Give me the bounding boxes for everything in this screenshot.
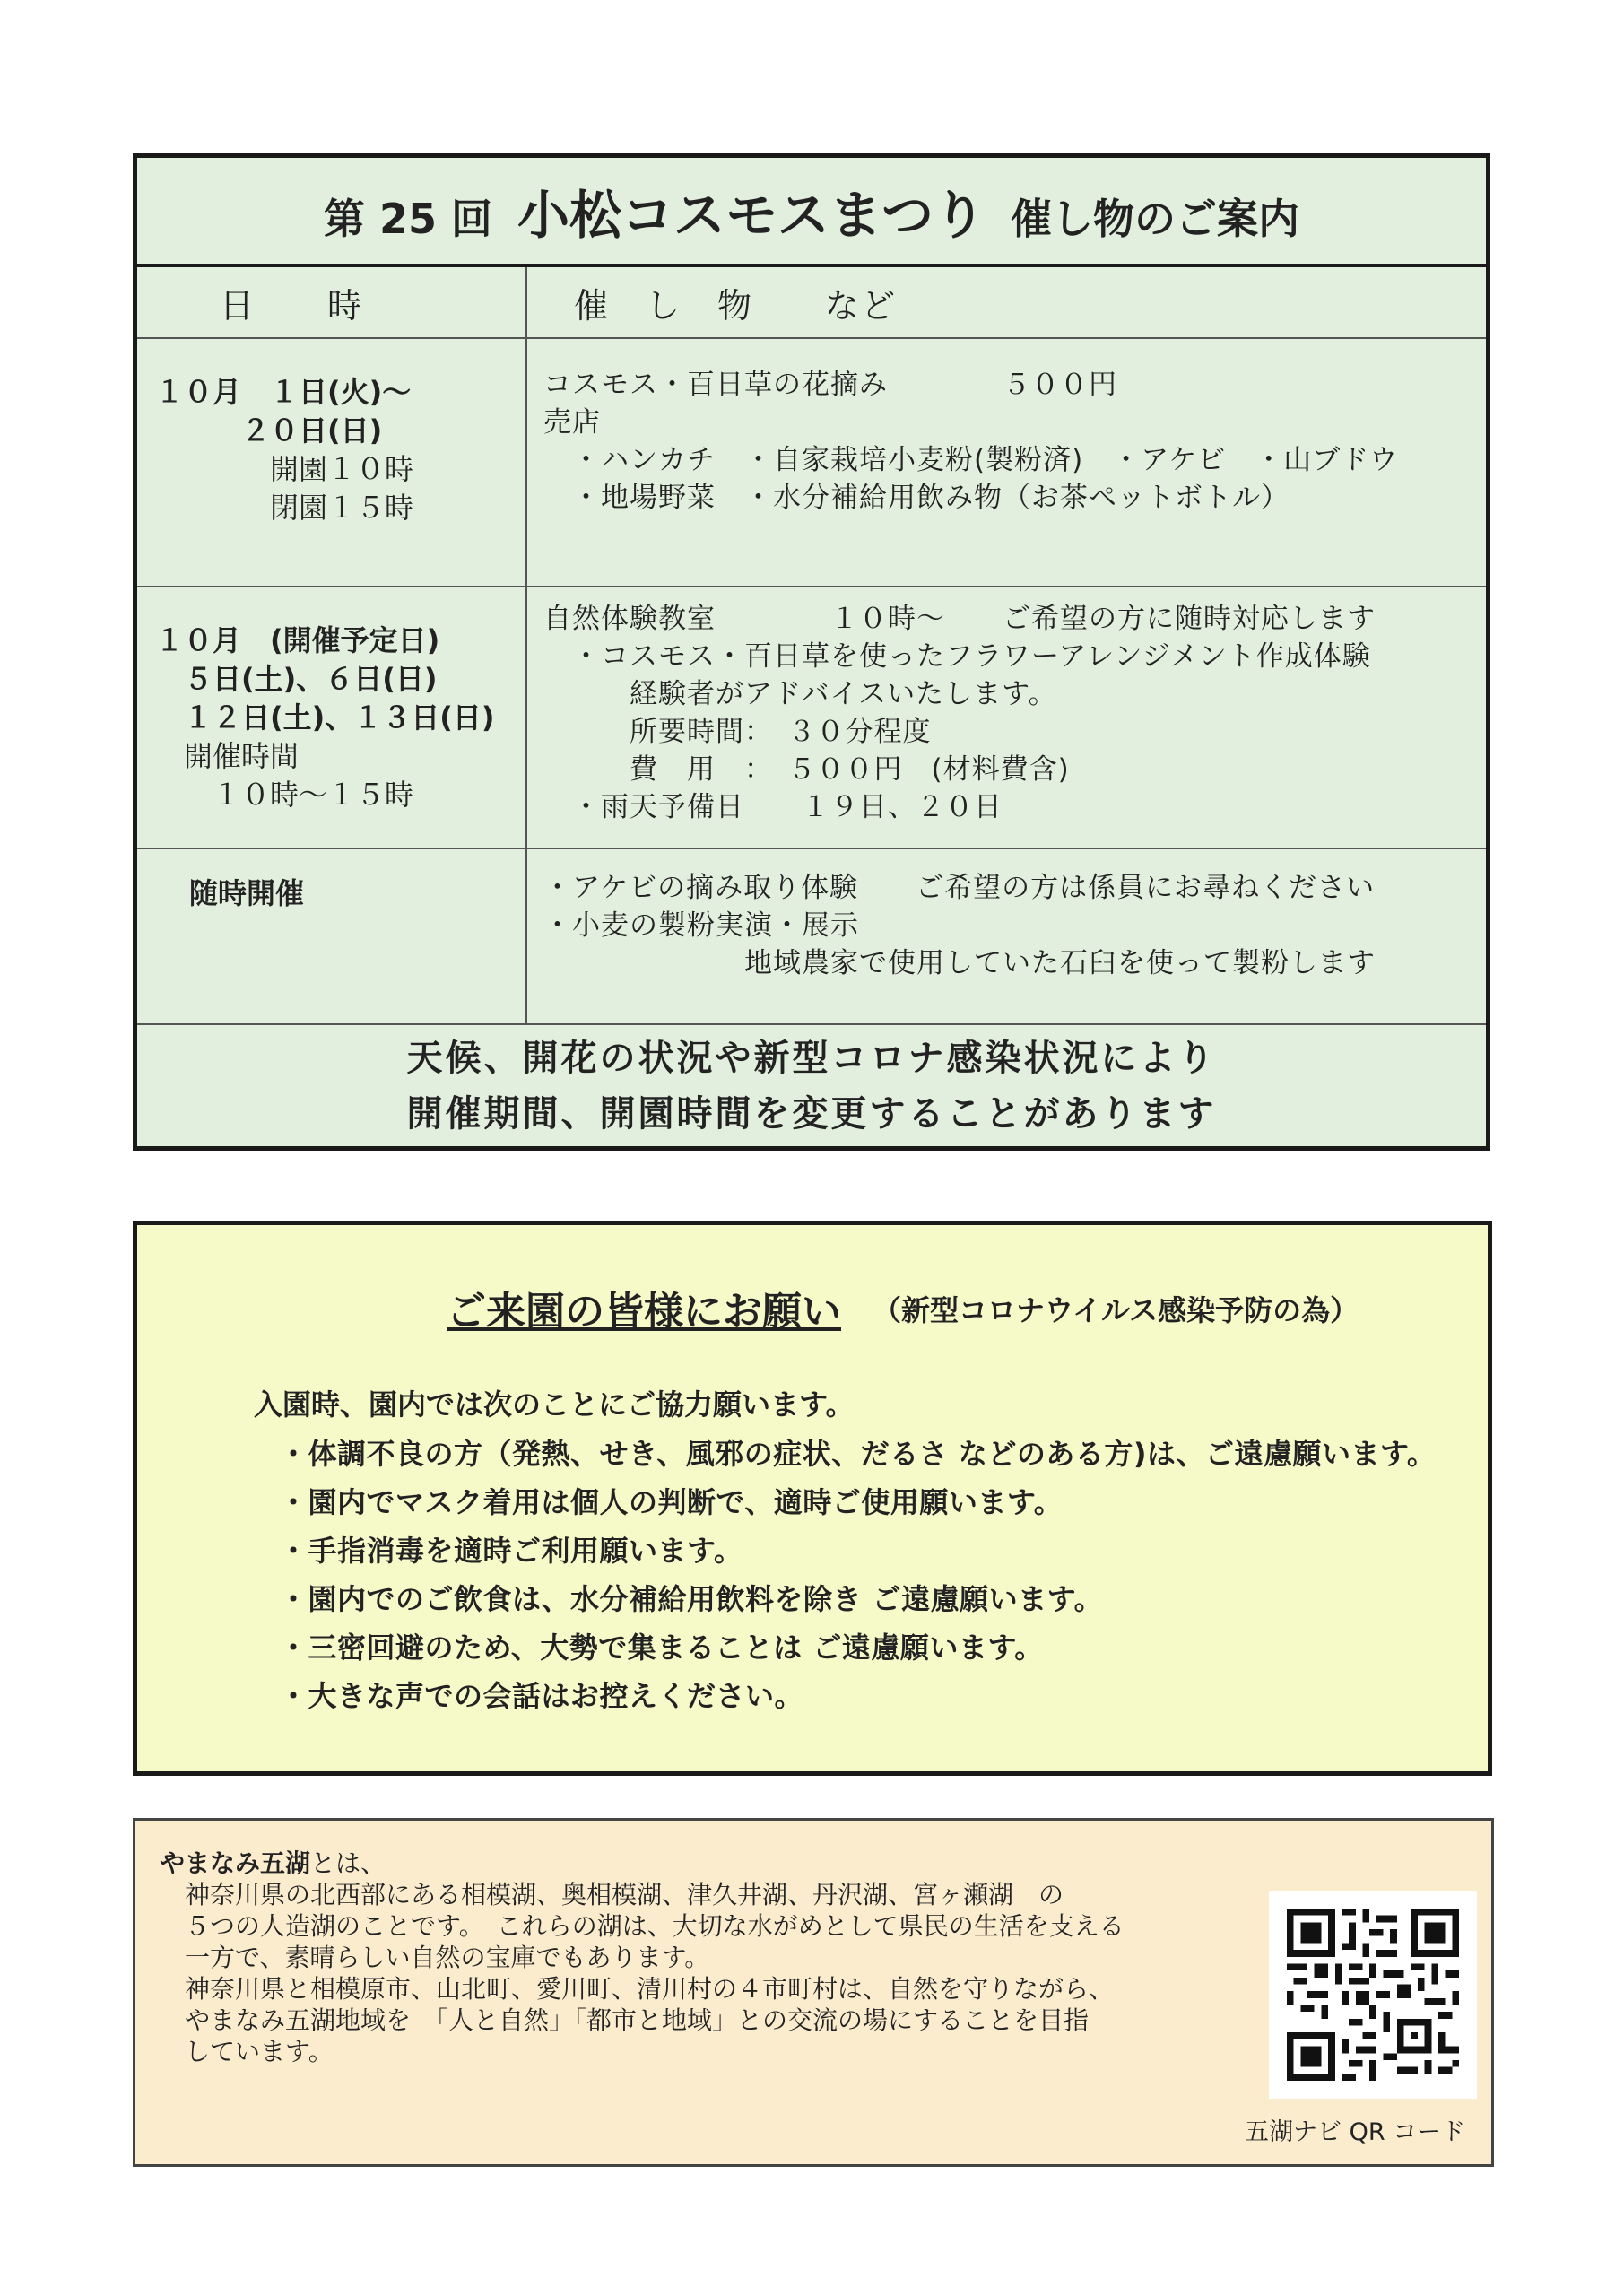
request-title: ご来園の皆様にお願い [447,1289,841,1335]
info-line: ５つの人造湖のことです。 これらの湖は、大切な水がめとして県民の生活を支える [160,1911,1125,1941]
title-suffix: 催し物のご案内 [1011,195,1300,243]
info-line: 神奈川県と相模原市、山北町、愛川町、清川村の４市町村は、自然を守りながら、 [160,1974,1115,2004]
date-line: １０月 (開催予定日) [155,623,440,657]
header-date: 日 時 [137,265,526,338]
event-line: ・コスモス・百日草を使ったフラワーアレンジメント作成体験 [543,640,1371,673]
event-line: 自然体験教室 １０時～ ご希望の方に随時対応します [543,603,1376,635]
list-item: ・体調不良の方（発熱、せき、風邪の症状、だるさ などのある方)は、ご遠慮願います。 [279,1437,1437,1471]
event-line: ・雨天予備日 １９日、２０日 [543,791,1003,823]
notice-line: 開催期間、開園時間を変更することがあります [406,1092,1217,1135]
row1-date-cell [137,338,526,587]
row3-date-cell [137,848,526,1024]
list-item: ・大きな声での会話はお控えください。 [279,1679,804,1713]
schedule-title [137,158,1486,265]
event-line: ・小麦の製粉実演・展示 [543,909,859,942]
list-item: ・園内でのご飲食は、水分補給用飲料を除き ご遠慮願います。 [279,1582,1104,1616]
list-item: ・三密回避のため、大勢で集まることは ご遠慮願います。 [279,1631,1044,1665]
visitor-request-box [133,1221,1492,1776]
title-main: 小松コスモスまつり [517,185,986,246]
row1-events-cell [526,338,1486,587]
qr-caption: 五湖ナビ QR コード [1245,2118,1466,2146]
date-line: ２０日(日) [155,413,383,448]
goko-info-box [133,1818,1494,2167]
event-schedule-table [133,153,1490,1151]
event-line: 所要時間： ３０分程度 [543,716,932,748]
request-subtitle: （新型コロナウイルス感染予防の為） [873,1293,1359,1327]
row3-events-cell [526,848,1486,1024]
info-line: やまなみ五湖地域を 「人と自然」「都市と地域」との交流の場にすることを目指 [160,2005,1090,2035]
row2-events-cell [526,587,1486,848]
info-line: 一方で、素晴らしい自然の宝庫でもあります。 [160,1943,710,1972]
info-lead-rest: とは、 [310,1848,386,1878]
event-line: ・ハンカチ ・自家栽培小麦粉(製粉済) ・アケビ ・山ブドウ [543,444,1399,476]
date-line: １２日(土)、１３日(日) [155,700,495,735]
date-line: 閉園１５時 [155,491,414,525]
info-lead-bold: やまなみ五湖 [160,1848,311,1878]
info-lead [160,1848,1125,1879]
date-line: １０月 １日(火)～ [155,375,412,409]
event-line: 費 用 ： ５００円 (材料費含) [543,753,1070,786]
title-prefix: 第 25 回 [323,195,493,243]
list-item: ・手指消毒を適時ご利用願います。 [279,1534,743,1568]
event-line: 経験者がアドバイスいたします。 [543,678,1057,710]
request-intro: 入園時、園内では次のことにご協力願います。 [254,1387,855,1422]
row2-date-cell [137,587,526,848]
date-line: 随時開催 [161,876,305,910]
event-line: コスモス・百日草の花摘み ５００円 [543,369,1117,401]
date-line: ５日(土)、６日(日) [155,662,438,696]
info-line: しています。 [160,2037,334,2066]
event-line: 売店 [543,406,601,439]
date-line: １０時～１５時 [155,778,414,812]
notice-line: 天候、開花の状況や新型コロナ感染状況により [406,1037,1217,1079]
info-line: 神奈川県の北西部にある相模湖、奥相模湖、津久井湖、丹沢湖、宮ヶ瀬湖 の [160,1880,1064,1909]
date-line: 開催時間 [155,739,300,773]
event-line: 地域農家で使用していた石臼を使って製粉します [543,947,1376,979]
qr-code-graphic [1287,1909,1459,2081]
event-line: ・地場野菜 ・水分補給用飲み物（お茶ペットボトル） [543,482,1290,514]
schedule-notice [137,1024,1486,1146]
event-line: ・アケビの摘み取り体験 ご希望の方は係員にお尋ねください [543,872,1376,904]
list-item: ・園内でマスク着用は個人の判断で、適時ご使用願います。 [279,1485,1064,1519]
info-text [160,1848,1125,2067]
qr-code[interactable] [1269,1891,1477,2099]
date-line: 開園１０時 [155,452,414,486]
request-list [279,1430,1436,1720]
header-events: 催 し 物 など [526,265,1486,338]
